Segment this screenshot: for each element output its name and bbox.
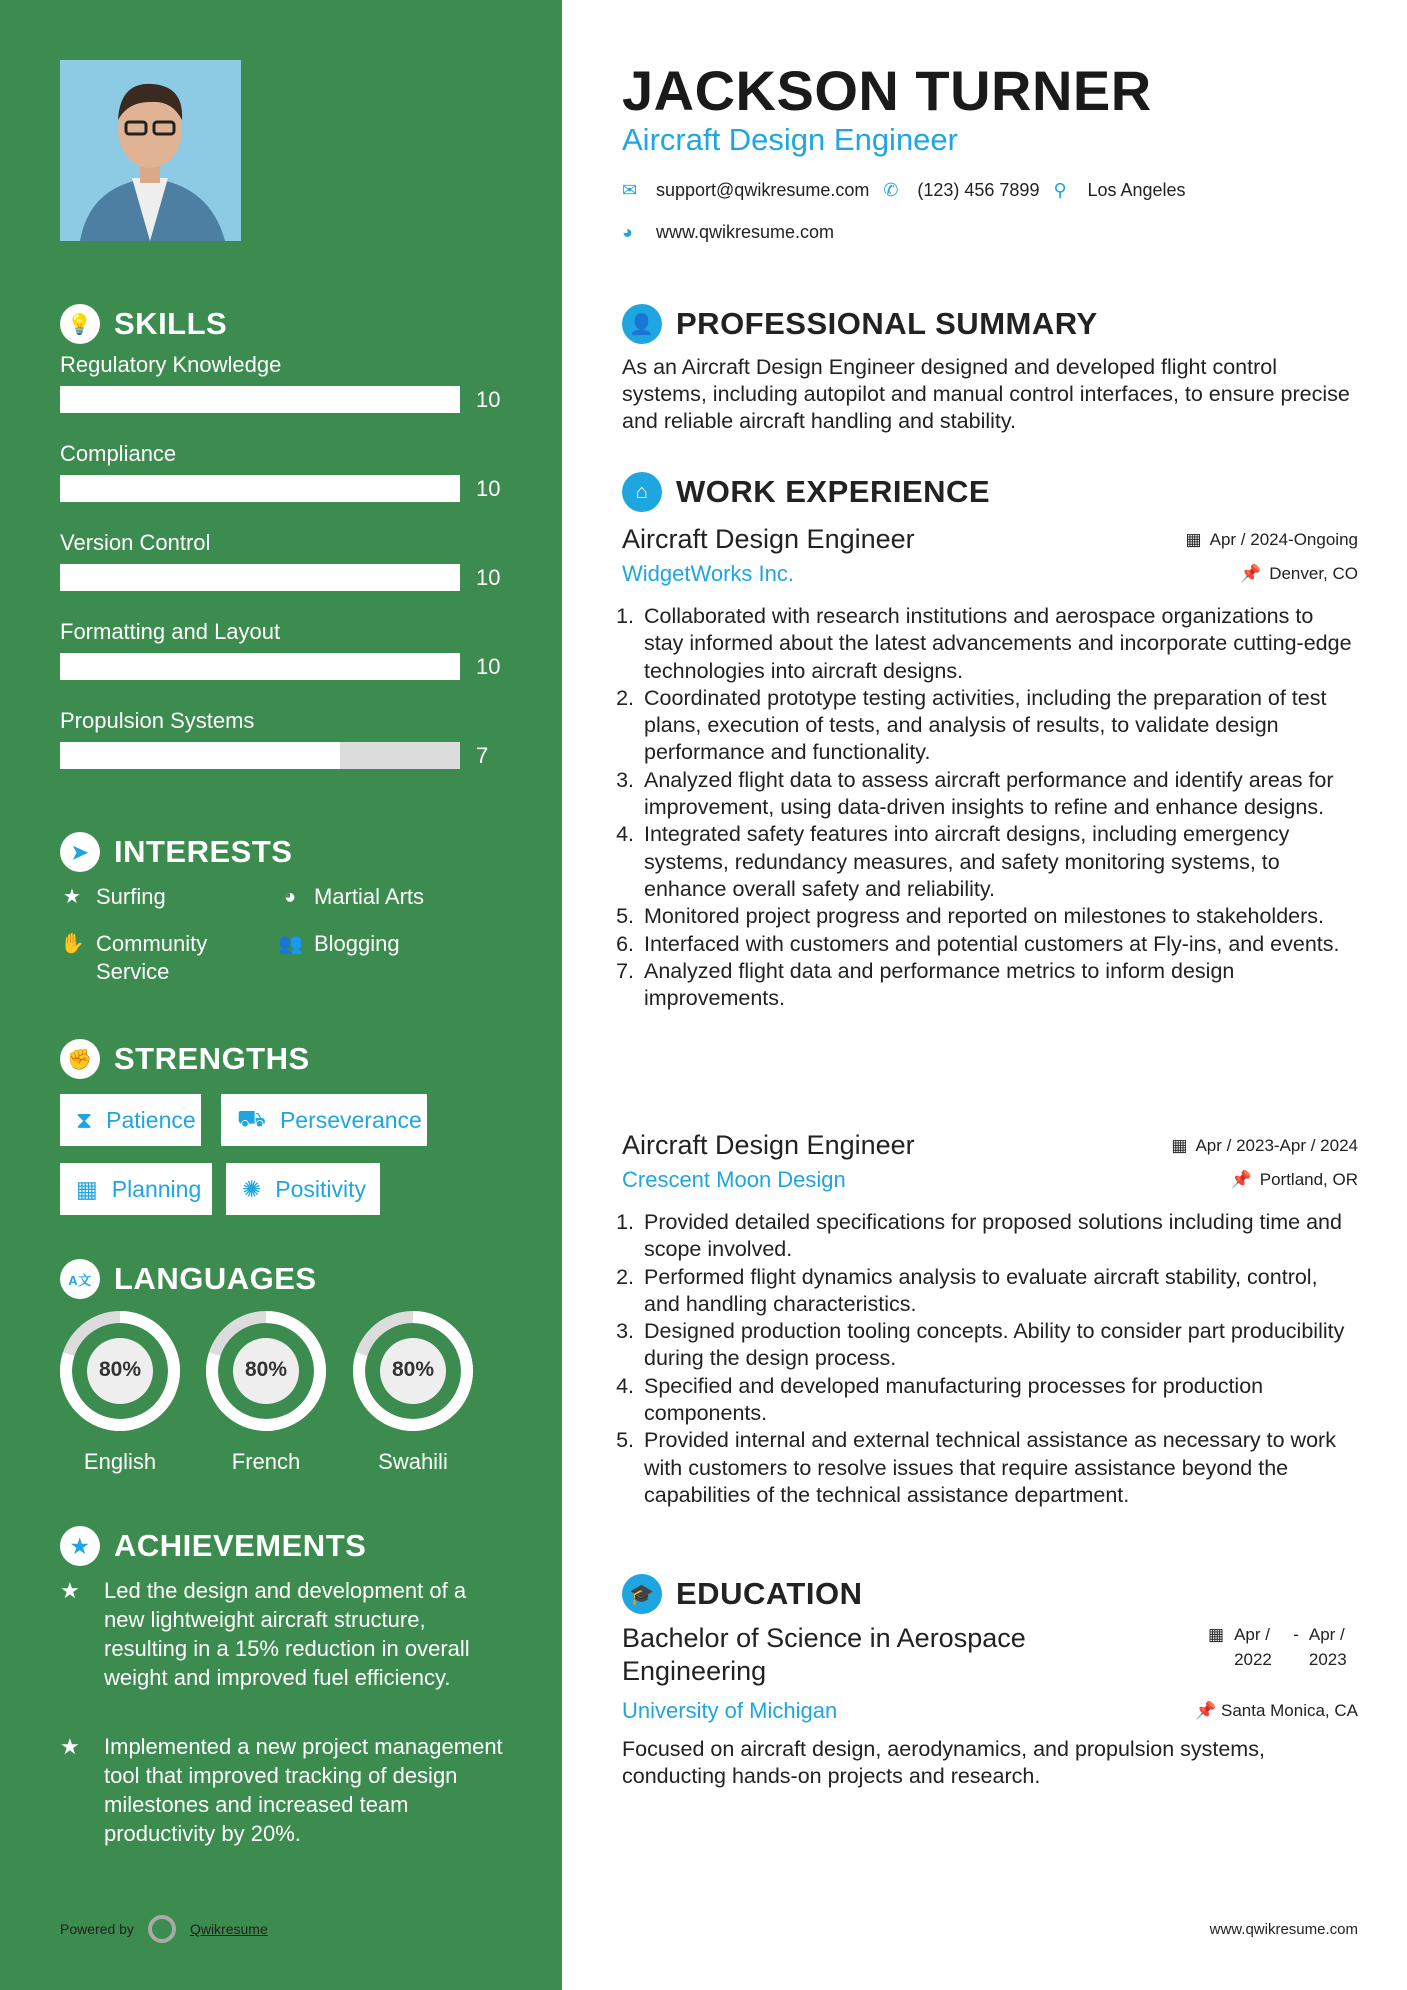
globe-icon: ◕ bbox=[283, 886, 297, 908]
website[interactable]: www.qwikresume.com bbox=[656, 222, 835, 242]
skill-bar-fill bbox=[60, 653, 460, 680]
qwikresume-logo bbox=[148, 1915, 176, 1943]
job-bullet: 2. Coordinated prototype testing activities, including the preparation of test plans, execution of tests, and analysis of results, to validate design performance and functionality. bbox=[640, 685, 1358, 767]
skill-label: Version Control bbox=[60, 530, 211, 555]
contact-row bbox=[622, 180, 1358, 201]
paper-plane-icon: ➤ bbox=[60, 832, 100, 872]
language-percent: 80% bbox=[98, 1358, 142, 1381]
job-title: Aircraft Design Engineer bbox=[622, 524, 915, 554]
interest-item: ◕ Martial Arts bbox=[278, 883, 488, 911]
shooting-star-icon: ★ bbox=[60, 1734, 80, 1759]
candidate-name: JACKSON TURNER bbox=[622, 59, 1152, 122]
road-icon: ⛟ bbox=[237, 1105, 266, 1131]
skill-bar bbox=[60, 475, 460, 502]
qwikresume-link[interactable]: Qwikresume bbox=[189, 1921, 268, 1937]
skill-bar bbox=[60, 742, 460, 769]
language-percent: 80% bbox=[244, 1358, 288, 1381]
skill-item bbox=[60, 708, 510, 769]
language-percent: 80% bbox=[391, 1358, 435, 1381]
interests-heading: ➤ INTERESTS bbox=[60, 832, 292, 872]
profile-photo bbox=[60, 60, 241, 241]
job-title: Aircraft Design Engineer bbox=[622, 1130, 915, 1160]
phone: (123) 456 7899 bbox=[917, 180, 1040, 200]
strength-tag: ⧗ Patience bbox=[60, 1094, 201, 1146]
job-bullet: 3. Designed production tooling concepts. Ability to consider part producibility during the design process. bbox=[640, 1318, 1358, 1373]
job-bullet: 6. Interfaced with customers and potential customers at Fly-ins, and events. bbox=[640, 931, 1358, 958]
job-location: Denver, CO bbox=[1269, 564, 1358, 583]
job-bullet: 1. Collaborated with research institutions and aerospace organizations to stay informed about the latest advancements and incorporate cutting-edge technologies into aircraft designs. bbox=[640, 603, 1358, 685]
work-heading: ⌂ WORK EXPERIENCE bbox=[622, 472, 1358, 512]
job-bullet: 4. Specified and developed manufacturing processes for production components. bbox=[640, 1373, 1358, 1428]
skill-label: Propulsion Systems bbox=[60, 708, 255, 733]
job-bullet: 5. Monitored project progress and reported on milestones to stakeholders. bbox=[640, 903, 1358, 930]
map-marker-icon: ⚲ bbox=[1053, 180, 1067, 200]
globe-icon: ◕ bbox=[622, 222, 633, 242]
users-icon: 👥 bbox=[278, 933, 303, 955]
footer-website[interactable]: www.qwikresume.com bbox=[1209, 1921, 1358, 1938]
strengths-heading: ✊ STRENGTHS bbox=[60, 1039, 310, 1079]
skill-value: 10 bbox=[476, 564, 501, 590]
user-icon: 👤 bbox=[622, 304, 662, 344]
skill-item bbox=[60, 352, 510, 413]
graduate-icon: 🎓 bbox=[622, 1574, 662, 1614]
powered-by: Powered by Qwikresume bbox=[60, 1915, 268, 1943]
location: Los Angeles bbox=[1087, 180, 1186, 200]
phone-icon: ✆ bbox=[883, 180, 899, 200]
summary-text: As an Aircraft Design Engineer designed and developed flight control systems, including autopilot and manual control interfaces, to ensure precise and reliable aircraft handling and stability. bbox=[622, 355, 1350, 433]
pin-icon: 📌 bbox=[1240, 564, 1262, 583]
job-bullets bbox=[622, 1209, 1358, 1509]
skill-item bbox=[60, 530, 510, 591]
education-location: 📌 Santa Monica, CA bbox=[1195, 1701, 1358, 1720]
job-entry bbox=[622, 1130, 1358, 1509]
calendar-icon: ▦ bbox=[1171, 1135, 1188, 1155]
education-heading: 🎓 EDUCATION bbox=[622, 1574, 1358, 1614]
language-item bbox=[50, 1310, 190, 1475]
sun-icon: ✺ bbox=[242, 1175, 262, 1202]
star-icon: ★ bbox=[63, 886, 81, 908]
job-dates: Apr / 2024-Ongoing bbox=[1209, 529, 1358, 549]
job-bullet: 1. Provided detailed specifications for proposed solutions including time and scope involved. bbox=[640, 1209, 1358, 1264]
languages-heading: A文 LANGUAGES bbox=[60, 1259, 317, 1299]
job-bullet: 7. Analyzed flight data and performance metrics to inform design improvements. bbox=[640, 958, 1358, 1013]
company: WidgetWorks Inc. bbox=[622, 561, 794, 586]
skill-value: 10 bbox=[476, 653, 501, 679]
achievements-heading: ★ ACHIEVEMENTS bbox=[60, 1526, 366, 1566]
skill-label: Compliance bbox=[60, 441, 177, 466]
language-name: Swahili bbox=[378, 1449, 448, 1474]
job-title: Aircraft Design Engineer bbox=[622, 122, 958, 157]
achievement-item: ★ Implemented a new project management tool that improved tracking of design milestones and increased team productivity by 20%. bbox=[60, 1734, 503, 1846]
skill-label: Regulatory Knowledge bbox=[60, 352, 282, 377]
language-item bbox=[196, 1310, 336, 1475]
job-bullets bbox=[622, 603, 1358, 1012]
language-item bbox=[343, 1310, 483, 1475]
skill-bar bbox=[60, 386, 460, 413]
language-icon: A文 bbox=[60, 1259, 100, 1299]
sidebar bbox=[0, 0, 562, 1990]
skill-value: 7 bbox=[476, 742, 489, 768]
skills-heading: 💡 SKILLS bbox=[60, 304, 227, 344]
degree: Bachelor of Science in Aerospace Engineering bbox=[622, 1623, 1026, 1686]
website-row bbox=[622, 222, 1358, 243]
skill-bar bbox=[60, 564, 460, 591]
skill-label: Formatting and Layout bbox=[60, 619, 281, 644]
education-entry bbox=[622, 1622, 1358, 1790]
interest-item: ★ Surfing bbox=[60, 883, 270, 911]
job-entry bbox=[622, 524, 1358, 1012]
job-dates: Apr / 2023-Apr / 2024 bbox=[1195, 1135, 1358, 1155]
pin-icon: 📌 bbox=[1230, 1170, 1252, 1189]
skill-bar-fill bbox=[60, 386, 460, 413]
achievement-item: ★ Led the design and development of a new lightweight aircraft structure, resulting in a 15% reduction in overall weight and improved fuel efficiency. bbox=[60, 1578, 470, 1690]
strength-tag: ▦ Planning bbox=[60, 1163, 212, 1215]
hand-icon: ✋ bbox=[60, 933, 85, 955]
language-name: French bbox=[231, 1449, 301, 1474]
interest-item: ✋ Community Service bbox=[60, 931, 208, 984]
job-location: Portland, OR bbox=[1259, 1170, 1358, 1189]
job-bullet: 5. Provided internal and external technical assistance as necessary to work with customers to resolve issues that require assistance beyond the capabilities of the technical assistance department. bbox=[640, 1427, 1358, 1509]
education-text: Focused on aircraft design, aerodynamics, and propulsion systems, conducting hands-on projects and research. bbox=[622, 1737, 1265, 1788]
company: Crescent Moon Design bbox=[622, 1167, 846, 1192]
language-name: English bbox=[83, 1449, 157, 1474]
lightbulb-icon: 💡 bbox=[60, 304, 100, 344]
job-bullet: 3. Analyzed flight data to assess aircraft performance and identify areas for improvement, using data-driven insights to refine and enhance designs. bbox=[640, 767, 1358, 822]
calendar-icon: ▦ bbox=[1208, 1625, 1225, 1644]
shooting-star-icon: ★ bbox=[60, 1526, 100, 1566]
skill-item bbox=[60, 619, 510, 680]
summary-heading: 👤 PROFESSIONAL SUMMARY bbox=[622, 304, 1358, 344]
chair-icon: ⌂ bbox=[622, 472, 662, 512]
school: University of Michigan bbox=[622, 1698, 838, 1723]
calendar-icon: ▦ bbox=[1185, 529, 1202, 549]
calendar-icon: ▦ bbox=[76, 1175, 98, 1202]
envelope-icon: ✉ bbox=[622, 180, 638, 200]
pin-icon: 📌 bbox=[1195, 1701, 1217, 1720]
skill-bar-fill bbox=[60, 564, 460, 591]
skill-bar bbox=[60, 653, 460, 680]
fist-icon: ✊ bbox=[60, 1039, 100, 1079]
email[interactable]: support@qwikresume.com bbox=[656, 180, 870, 200]
job-bullet: 4. Integrated safety features into aircraft designs, including emergency systems, redundancy measures, and safety monitoring systems, to enhance overall safety and reliability. bbox=[640, 821, 1358, 903]
skill-value: 10 bbox=[476, 386, 501, 412]
skill-bar-fill bbox=[60, 475, 460, 502]
hourglass-icon: ⧗ bbox=[76, 1106, 93, 1133]
skill-value: 10 bbox=[476, 475, 501, 501]
skill-bar-fill bbox=[60, 742, 340, 769]
strength-tag: ✺ Positivity bbox=[226, 1163, 380, 1215]
job-bullet: 2. Performed flight dynamics analysis to evaluate aircraft stability, control, and handling characteristics. bbox=[640, 1264, 1358, 1319]
interest-item: 👥 Blogging bbox=[278, 931, 400, 956]
skill-item bbox=[60, 441, 510, 502]
strength-tag: ⛟ Perseverance bbox=[221, 1094, 427, 1146]
shooting-star-icon: ★ bbox=[60, 1578, 80, 1603]
education-dates: ▦ Apr / 2022 - Apr / 2023 bbox=[1208, 1622, 1358, 1688]
